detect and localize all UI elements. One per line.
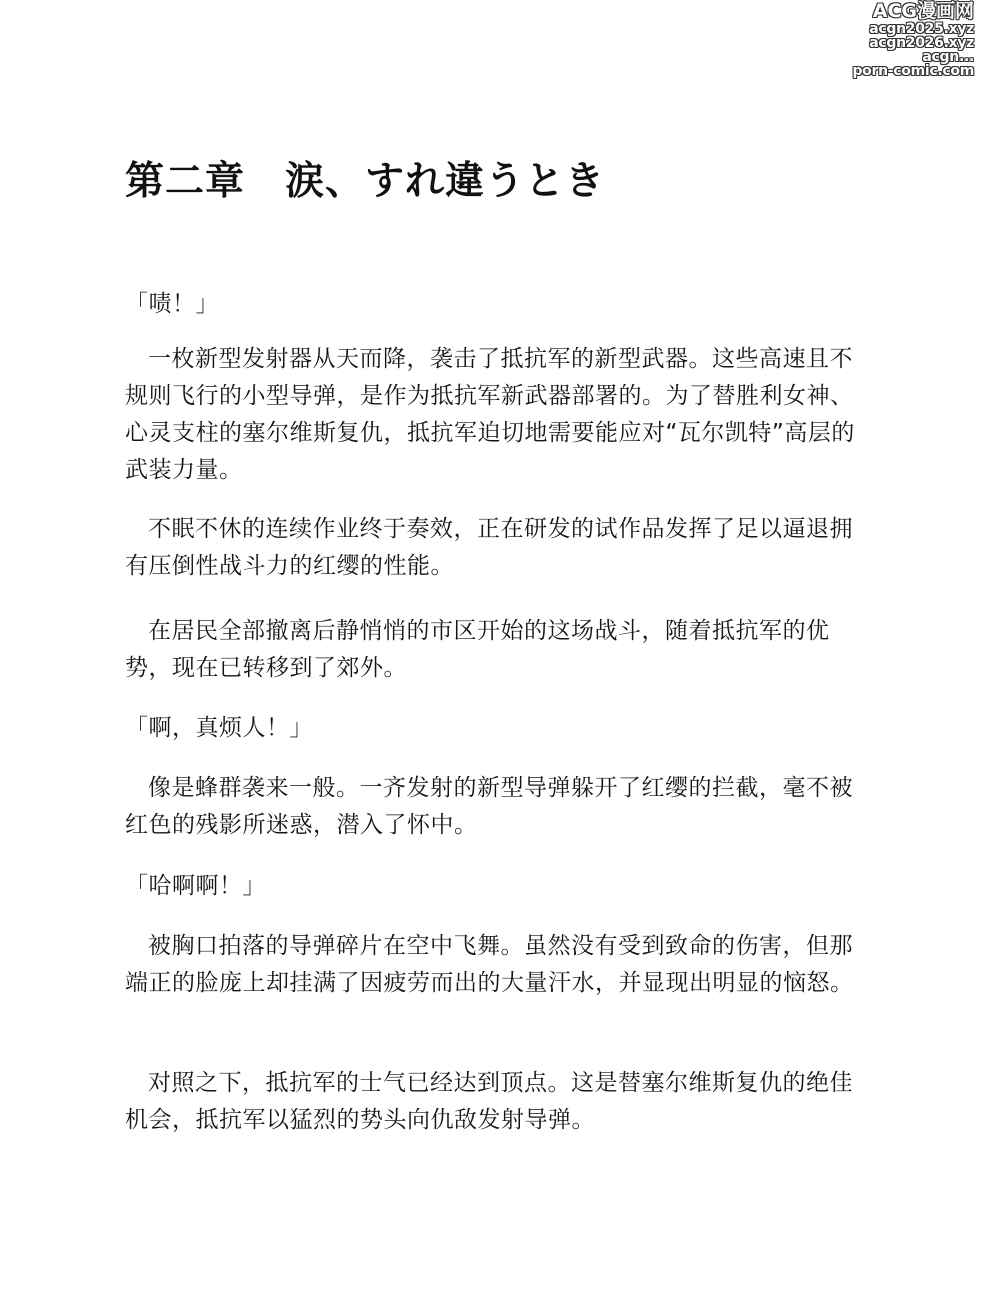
chapter-title: 第二章 涙、すれ違うとき xyxy=(125,159,606,204)
paragraph-5: 被胸口拍落的导弹碎片在空中飞舞。虽然没有受到致命的伤害，但那端正的脸庞上却挂满了因疲劳而出的大量汗水，并显现出明显的恼怒。 xyxy=(125,933,854,996)
watermark-url-1: acgn2025.xyz xyxy=(869,21,974,37)
paragraph-3: 在居民全部撤离后静悄悄的市区开始的这场战斗，随着抵抗军的优势，现在已转移到了郊外。 xyxy=(125,618,830,681)
paragraph-4: 像是蜂群袭来一般。一齐发射的新型导弹躲开了红缨的拦截，毫不被红色的残影所迷惑，潜入了怀中。 xyxy=(125,775,853,838)
dialogue-line-3: 「哈啊啊！」 xyxy=(125,873,266,899)
dialogue-line-1: 「啧！」 xyxy=(125,291,219,317)
dialogue-line-2: 「啊，真烦人！」 xyxy=(125,715,313,741)
paragraph-2: 不眠不休的连续作业终于奏效，正在研发的试作品发挥了足以逼退拥有压倒性战斗力的红缨的性能。 xyxy=(125,516,853,579)
watermark-url-4: porn-comic.com xyxy=(852,63,974,79)
paragraph-1: 一枚新型发射器从天而降，袭击了抵抗军的新型武器。这些高速且不规则飞行的小型导弹，是作为抵抗军新武器部署的。为了替胜利女神、心灵支柱的塞尔维斯复仇，抵抗军迫切地需要能应对“瓦尔凯特”高层的武装力量。 xyxy=(125,346,855,483)
site-watermark xyxy=(829,0,974,78)
watermark-url-3: acgn... xyxy=(922,49,974,65)
paragraph-6: 对照之下，抵抗军的士气已经达到顶点。这是替塞尔维斯复仇的绝佳机会，抵抗军以猛烈的势头向仇敌发射导弹。 xyxy=(125,1070,853,1133)
watermark-brand: ACG漫画网 xyxy=(872,0,974,22)
watermark-url-2: acgn2026.xyz xyxy=(869,35,974,51)
